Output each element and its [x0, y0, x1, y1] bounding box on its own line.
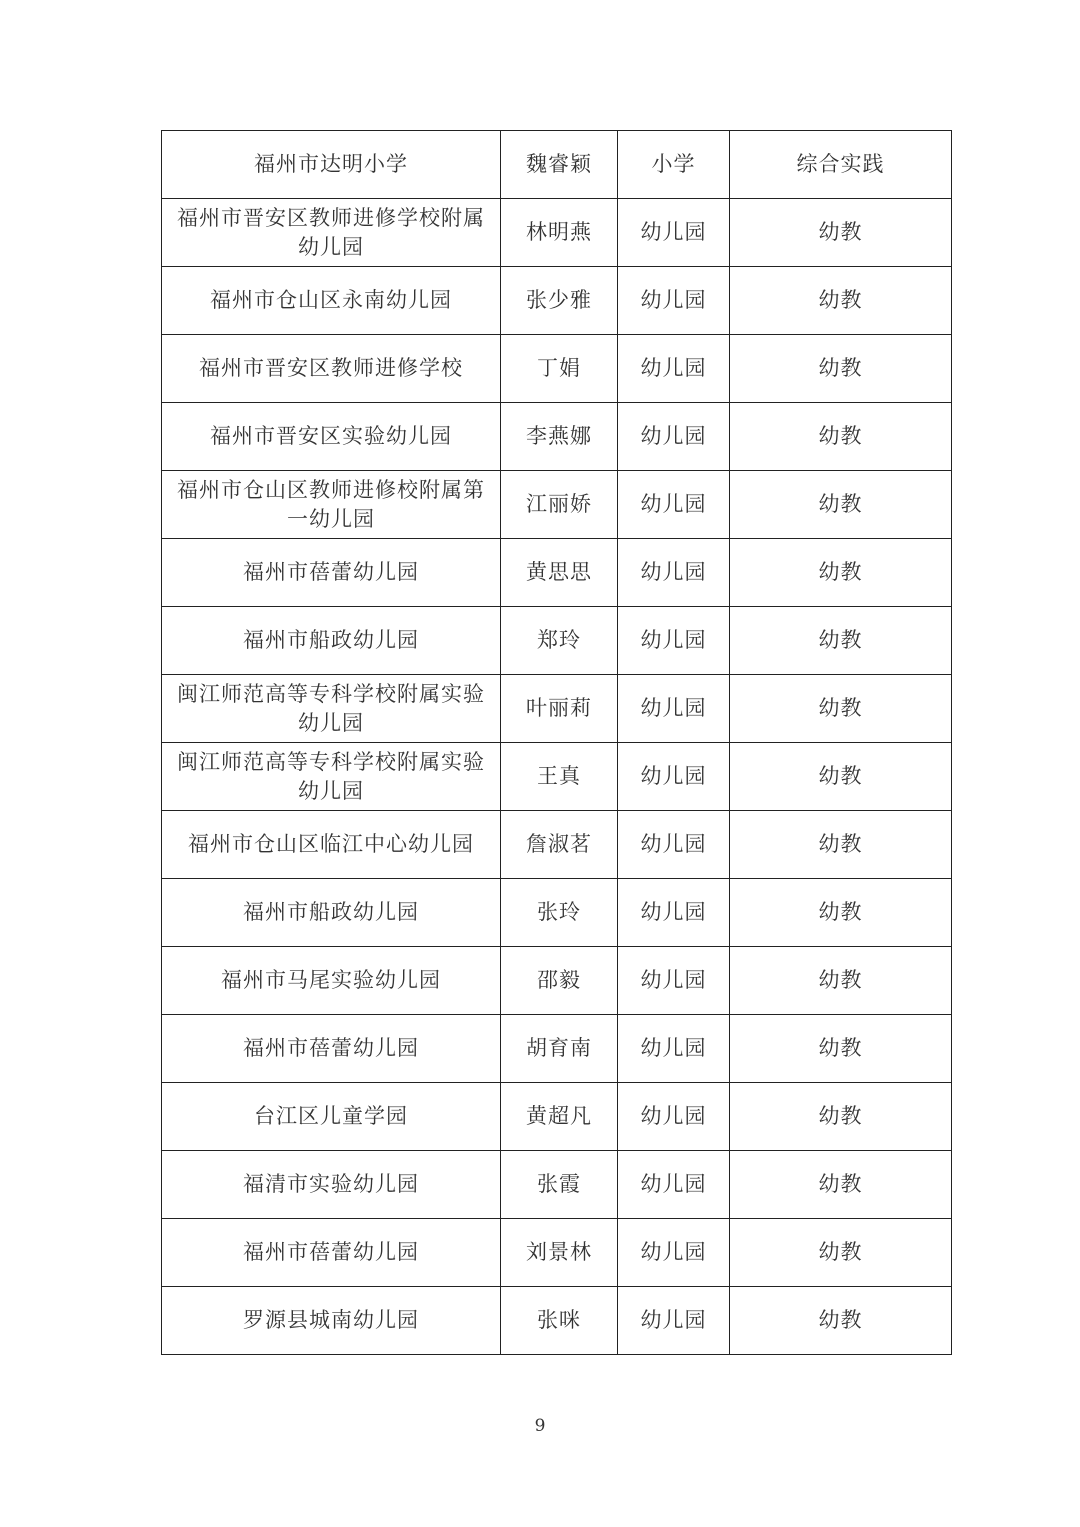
cell-subject: 幼教 [730, 335, 952, 403]
cell-name: 张霞 [501, 1151, 618, 1219]
cell-level: 幼儿园 [618, 947, 730, 1015]
cell-level: 幼儿园 [618, 539, 730, 607]
cell-subject: 幼教 [730, 811, 952, 879]
table-row [162, 1015, 952, 1083]
cell-name: 刘景林 [501, 1219, 618, 1287]
cell-name: 张少雅 [501, 267, 618, 335]
cell-level: 幼儿园 [618, 1287, 730, 1355]
table-row [162, 131, 952, 199]
cell-level: 幼儿园 [618, 811, 730, 879]
table-row [162, 1287, 952, 1355]
cell-name: 王真 [501, 743, 618, 811]
cell-school: 福州市仓山区永南幼儿园 [162, 267, 501, 335]
cell-subject: 幼教 [730, 199, 952, 267]
cell-level: 幼儿园 [618, 1083, 730, 1151]
cell-name: 黄超凡 [501, 1083, 618, 1151]
table-row [162, 403, 952, 471]
cell-school: 闽江师范高等专科学校附属实验幼儿园 [162, 675, 501, 743]
cell-school: 罗源县城南幼儿园 [162, 1287, 501, 1355]
table-row [162, 335, 952, 403]
cell-level: 幼儿园 [618, 1015, 730, 1083]
cell-subject: 幼教 [730, 947, 952, 1015]
cell-level: 幼儿园 [618, 675, 730, 743]
cell-subject: 幼教 [730, 607, 952, 675]
table-row [162, 675, 952, 743]
cell-level: 幼儿园 [618, 743, 730, 811]
cell-subject: 幼教 [730, 675, 952, 743]
cell-level: 幼儿园 [618, 335, 730, 403]
cell-school: 福州市仓山区临江中心幼儿园 [162, 811, 501, 879]
cell-subject: 幼教 [730, 743, 952, 811]
cell-level: 幼儿园 [618, 199, 730, 267]
table-row [162, 879, 952, 947]
cell-level: 幼儿园 [618, 1151, 730, 1219]
cell-level: 幼儿园 [618, 403, 730, 471]
table-row [162, 1083, 952, 1151]
cell-name: 江丽娇 [501, 471, 618, 539]
cell-name: 林明燕 [501, 199, 618, 267]
cell-school: 福州市仓山区教师进修校附属第一幼儿园 [162, 471, 501, 539]
cell-name: 魏睿颖 [501, 131, 618, 199]
cell-school: 闽江师范高等专科学校附属实验幼儿园 [162, 743, 501, 811]
cell-subject: 幼教 [730, 879, 952, 947]
cell-school: 福州市蓓蕾幼儿园 [162, 1015, 501, 1083]
cell-school: 福州市晋安区教师进修学校附属幼儿园 [162, 199, 501, 267]
cell-subject: 幼教 [730, 403, 952, 471]
table-body [162, 131, 952, 1355]
cell-subject: 综合实践 [730, 131, 952, 199]
cell-school: 福州市船政幼儿园 [162, 607, 501, 675]
table-row [162, 607, 952, 675]
cell-subject: 幼教 [730, 267, 952, 335]
cell-name: 李燕娜 [501, 403, 618, 471]
table-row [162, 539, 952, 607]
cell-name: 丁娟 [501, 335, 618, 403]
table-row [162, 947, 952, 1015]
cell-name: 叶丽莉 [501, 675, 618, 743]
cell-level: 幼儿园 [618, 879, 730, 947]
teacher-roster-table [161, 130, 952, 1355]
cell-school: 福州市蓓蕾幼儿园 [162, 1219, 501, 1287]
cell-name: 黄思思 [501, 539, 618, 607]
cell-level: 幼儿园 [618, 607, 730, 675]
table-row [162, 1151, 952, 1219]
cell-subject: 幼教 [730, 1287, 952, 1355]
cell-name: 张咪 [501, 1287, 618, 1355]
cell-school: 福州市船政幼儿园 [162, 879, 501, 947]
table-row [162, 743, 952, 811]
cell-level: 幼儿园 [618, 1219, 730, 1287]
table-row [162, 267, 952, 335]
cell-school: 福清市实验幼儿园 [162, 1151, 501, 1219]
cell-subject: 幼教 [730, 539, 952, 607]
cell-school: 福州市达明小学 [162, 131, 501, 199]
table-row [162, 471, 952, 539]
cell-subject: 幼教 [730, 1219, 952, 1287]
cell-subject: 幼教 [730, 1083, 952, 1151]
cell-name: 张玲 [501, 879, 618, 947]
cell-subject: 幼教 [730, 1015, 952, 1083]
cell-level: 幼儿园 [618, 267, 730, 335]
table-row [162, 199, 952, 267]
cell-school: 台江区儿童学园 [162, 1083, 501, 1151]
cell-subject: 幼教 [730, 1151, 952, 1219]
cell-level: 小学 [618, 131, 730, 199]
cell-subject: 幼教 [730, 471, 952, 539]
page-number: 9 [534, 1416, 546, 1436]
cell-name: 邵毅 [501, 947, 618, 1015]
cell-school: 福州市蓓蕾幼儿园 [162, 539, 501, 607]
table-row [162, 811, 952, 879]
cell-school: 福州市马尾实验幼儿园 [162, 947, 501, 1015]
cell-name: 胡育南 [501, 1015, 618, 1083]
table-row [162, 1219, 952, 1287]
cell-name: 郑玲 [501, 607, 618, 675]
cell-name: 詹淑茗 [501, 811, 618, 879]
cell-level: 幼儿园 [618, 471, 730, 539]
cell-school: 福州市晋安区教师进修学校 [162, 335, 501, 403]
cell-school: 福州市晋安区实验幼儿园 [162, 403, 501, 471]
